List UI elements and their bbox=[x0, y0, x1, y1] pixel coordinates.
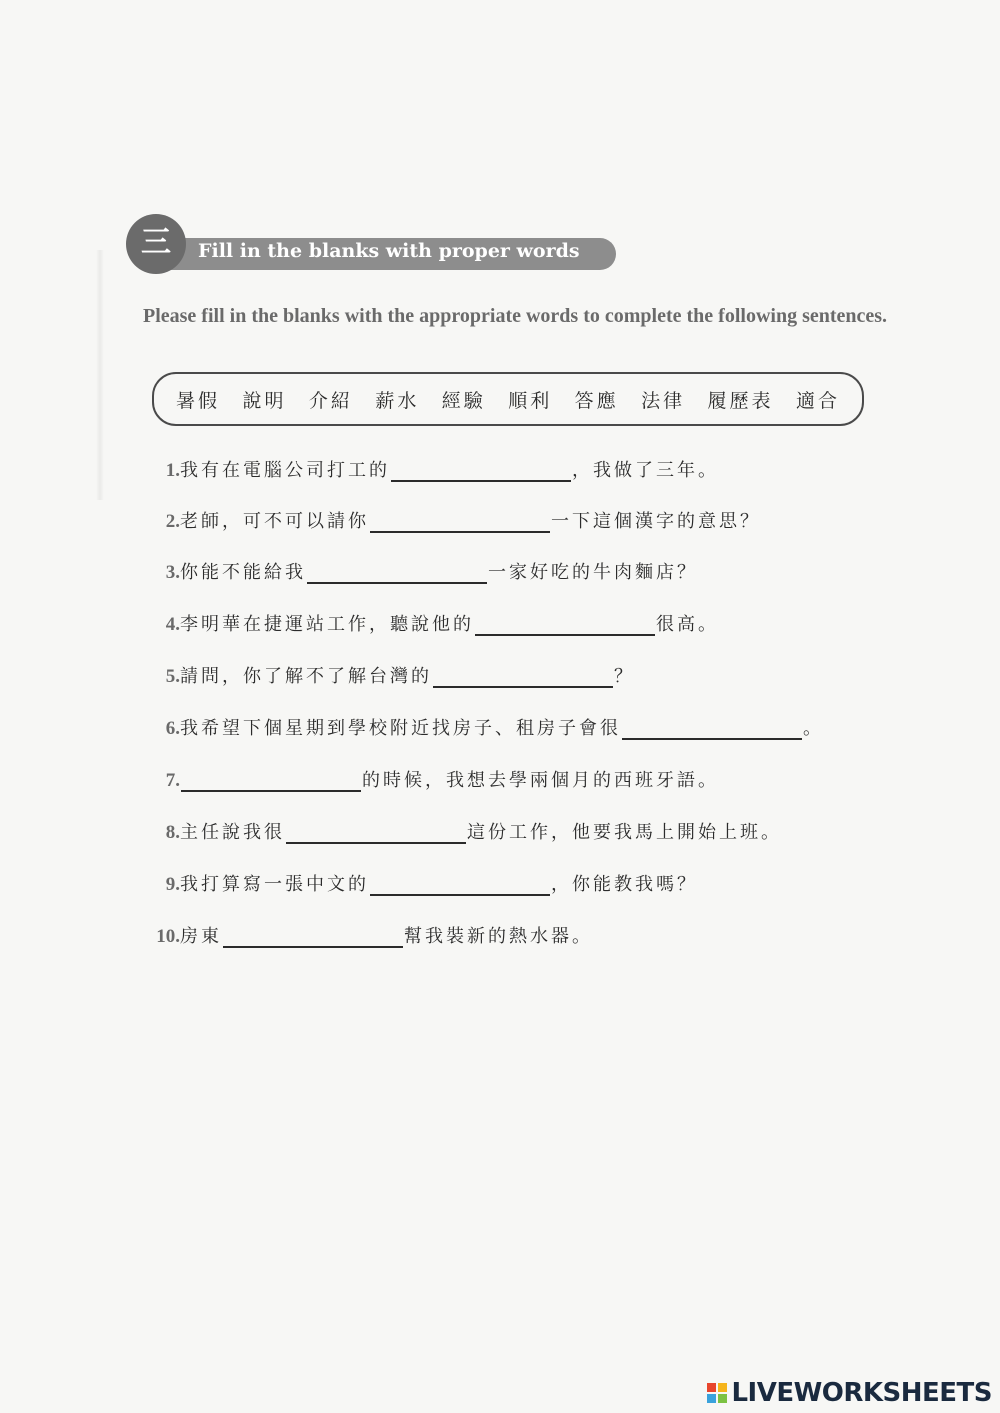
question-4 bbox=[140, 606, 870, 636]
question-text-after: 一下這個漢字的意思？ bbox=[551, 511, 761, 532]
question-number: 5. bbox=[165, 666, 180, 687]
question-number: 10. bbox=[156, 926, 180, 947]
question-number: 6. bbox=[165, 718, 180, 739]
answer-blank-5[interactable] bbox=[433, 666, 613, 688]
word-bank-item: 答應 bbox=[574, 389, 619, 412]
question-text-before: 你能不能給我 bbox=[180, 562, 306, 583]
question-text-after: 這份工作，他要我馬上開始上班。 bbox=[467, 822, 782, 843]
word-bank bbox=[152, 372, 864, 426]
answer-blank-7[interactable] bbox=[181, 770, 361, 792]
answer-blank-3[interactable] bbox=[307, 562, 487, 584]
question-2 bbox=[140, 503, 870, 533]
answer-blank-6[interactable] bbox=[622, 718, 802, 740]
word-bank-item: 履歷表 bbox=[707, 389, 774, 412]
question-text-after: 的時候，我想去學兩個月的西班牙語。 bbox=[362, 770, 719, 791]
question-text-after: 一家好吃的牛肉麵店？ bbox=[488, 562, 698, 583]
logo-square bbox=[718, 1383, 727, 1392]
word-bank-item: 說明 bbox=[242, 389, 287, 412]
word-bank-item: 薪水 bbox=[375, 389, 420, 412]
question-number: 3. bbox=[165, 562, 180, 583]
question-text-before: 老師，可不可以請你 bbox=[180, 511, 369, 532]
question-number: 9. bbox=[165, 874, 180, 895]
question-3 bbox=[140, 554, 870, 584]
question-5 bbox=[140, 658, 870, 688]
question-text-before: 請問，你了解不了解台灣的 bbox=[180, 666, 432, 687]
question-8 bbox=[140, 814, 870, 844]
section-header bbox=[126, 214, 618, 274]
liveworksheets-logo[interactable] bbox=[707, 1378, 992, 1408]
word-bank-item: 順利 bbox=[508, 389, 553, 412]
word-bank-item: 暑假 bbox=[176, 389, 221, 412]
answer-blank-4[interactable] bbox=[475, 614, 655, 636]
question-7 bbox=[140, 762, 870, 792]
question-number: 1. bbox=[165, 460, 180, 481]
answer-blank-10[interactable] bbox=[223, 926, 403, 948]
question-6 bbox=[140, 710, 870, 740]
question-number: 4. bbox=[165, 614, 180, 635]
question-9 bbox=[140, 866, 870, 896]
question-10 bbox=[140, 918, 870, 948]
logo-square bbox=[707, 1394, 716, 1403]
section-number-badge: 三 bbox=[126, 214, 186, 274]
question-text-after: 幫我裝新的熱水器。 bbox=[404, 926, 593, 947]
question-number: 8. bbox=[165, 822, 180, 843]
question-text-after: ，我做了三年。 bbox=[572, 460, 719, 481]
logo-square bbox=[707, 1383, 716, 1392]
word-bank-item: 法律 bbox=[641, 389, 686, 412]
question-text-before: 我希望下個星期到學校附近找房子、租房子會很 bbox=[180, 718, 621, 739]
question-number: 2. bbox=[165, 511, 180, 532]
answer-blank-9[interactable] bbox=[370, 874, 550, 896]
logo-square bbox=[718, 1394, 727, 1403]
question-text-before: 房東 bbox=[180, 926, 222, 947]
question-text-before: 李明華在捷運站工作，聽說他的 bbox=[180, 614, 474, 635]
section-title: Fill in the blanks with proper words bbox=[198, 240, 580, 262]
question-text-before: 主任說我很 bbox=[180, 822, 285, 843]
word-bank-item: 經驗 bbox=[441, 389, 486, 412]
question-text-after: 。 bbox=[803, 718, 824, 739]
question-text-after: 很高。 bbox=[656, 614, 719, 635]
question-number: 7. bbox=[165, 770, 180, 791]
answer-blank-1[interactable] bbox=[391, 460, 571, 482]
liveworksheets-logo-icon bbox=[707, 1383, 727, 1403]
question-text-before: 我有在電腦公司打工的 bbox=[180, 460, 390, 481]
question-text-after: ，你能教我嗎？ bbox=[551, 874, 698, 895]
question-1 bbox=[140, 452, 870, 482]
answer-blank-2[interactable] bbox=[370, 511, 550, 533]
word-bank-item: 介紹 bbox=[308, 389, 353, 412]
instructions-text: Please fill in the blanks with the appropriate words to complete the following sentences. bbox=[143, 305, 888, 327]
question-text-after: ？ bbox=[614, 666, 635, 687]
question-text-before: 我打算寫一張中文的 bbox=[180, 874, 369, 895]
answer-blank-8[interactable] bbox=[286, 822, 466, 844]
word-bank-item: 適合 bbox=[795, 389, 840, 412]
scan-shadow bbox=[96, 250, 104, 500]
logo-text: LIVEWORKSHEETS bbox=[731, 1378, 992, 1408]
